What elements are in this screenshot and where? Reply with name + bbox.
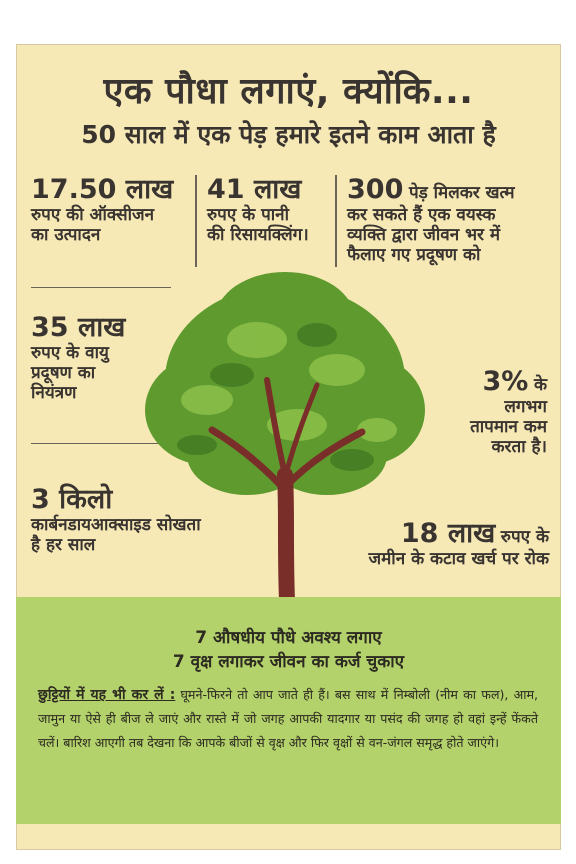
fact-carbon-line2: है हर साल xyxy=(31,535,96,555)
fact-air-line1: रुपए के वायु xyxy=(31,343,109,363)
fact-air-value: 35 लाख xyxy=(31,312,126,343)
fact-temperature-line1: लगभग xyxy=(504,397,547,417)
fact-oxygen-value: 17.50 लाख xyxy=(31,174,174,205)
advice-body: घूमने-फिरने तो आप जाते ही हैं। बस साथ में निम्बोली (नीम का फल), आम, जामुन या ऐसे ही बीज ले जाएं और रास्ते में जो जगह आपकी यादगार या पसंद की जगह हो वहां इन्हें फेंकते चलें। बारिश आएगी तब देखना कि आपके बीजों से वृक्ष और फिर वृक्षों से वन-जंगल समृद्ध होते जाएंगे। xyxy=(38,687,538,750)
advice-lead: छुट्टियों में यह भी कर लें : xyxy=(38,687,176,703)
fact-temperature-value: 3% xyxy=(482,366,529,397)
fact-temperature-line3: करता है। xyxy=(491,437,547,457)
advice-line-1: 7 औषधीय पौधे अवश्य लगाए xyxy=(195,628,382,648)
fact-soil-line1: जमीन के कटाव खर्च पर रोक xyxy=(368,549,549,569)
fact-pollution xyxy=(347,175,557,265)
fact-oxygen-line2: का उत्पादन xyxy=(31,225,101,245)
fact-carbon-value: 3 किलो xyxy=(31,484,113,515)
fact-pollution-line2: व्यक्ति द्वारा जीवन भर में xyxy=(347,225,501,245)
divider xyxy=(195,175,197,267)
fact-temperature xyxy=(427,367,547,457)
fact-soil-value: 18 लाख xyxy=(400,518,496,549)
advice-paragraph xyxy=(38,683,538,755)
fact-pollution-value: 300 xyxy=(347,174,404,205)
fact-water-line2: की रिसायक्लिंग। xyxy=(207,225,309,245)
fact-pollution-line3: फैलाए गए प्रदूषण को xyxy=(347,245,481,265)
fact-soil-suffix: रुपए के xyxy=(500,527,549,547)
divider xyxy=(335,175,337,267)
fact-water-value: 41 लाख xyxy=(207,174,302,205)
fact-temperature-line2: तापमान कम xyxy=(470,417,547,437)
fact-oxygen-line1: रुपए की ऑक्सीजन xyxy=(31,205,155,225)
advice-panel xyxy=(16,597,561,824)
page-title: एक पौधा लगाएं, क्योंकि... xyxy=(103,71,474,112)
fact-oxygen xyxy=(31,175,191,245)
fact-carbon-line1: कार्बनडायआक्साइड सोखता xyxy=(31,515,201,535)
fact-air-line3: नियंत्रण xyxy=(31,383,77,403)
fact-air-line2: प्रदूषण का xyxy=(31,363,96,383)
fact-pollution-line1: कर सकते हैं एक वयस्क xyxy=(347,205,496,225)
tree-illustration xyxy=(137,260,432,620)
fact-water-line1: रुपए के पानी xyxy=(207,205,290,225)
fact-water xyxy=(207,175,337,245)
page-subtitle: 50 साल में एक पेड़ हमारे इतने काम आता है xyxy=(81,120,496,149)
fact-temperature-suffix: के xyxy=(533,375,547,395)
advice-line-2: 7 वृक्ष लगाकर जीवन का कर्ज चुकाए xyxy=(172,652,405,672)
fact-pollution-suffix: पेड़ मिलकर खत्म xyxy=(408,183,515,203)
